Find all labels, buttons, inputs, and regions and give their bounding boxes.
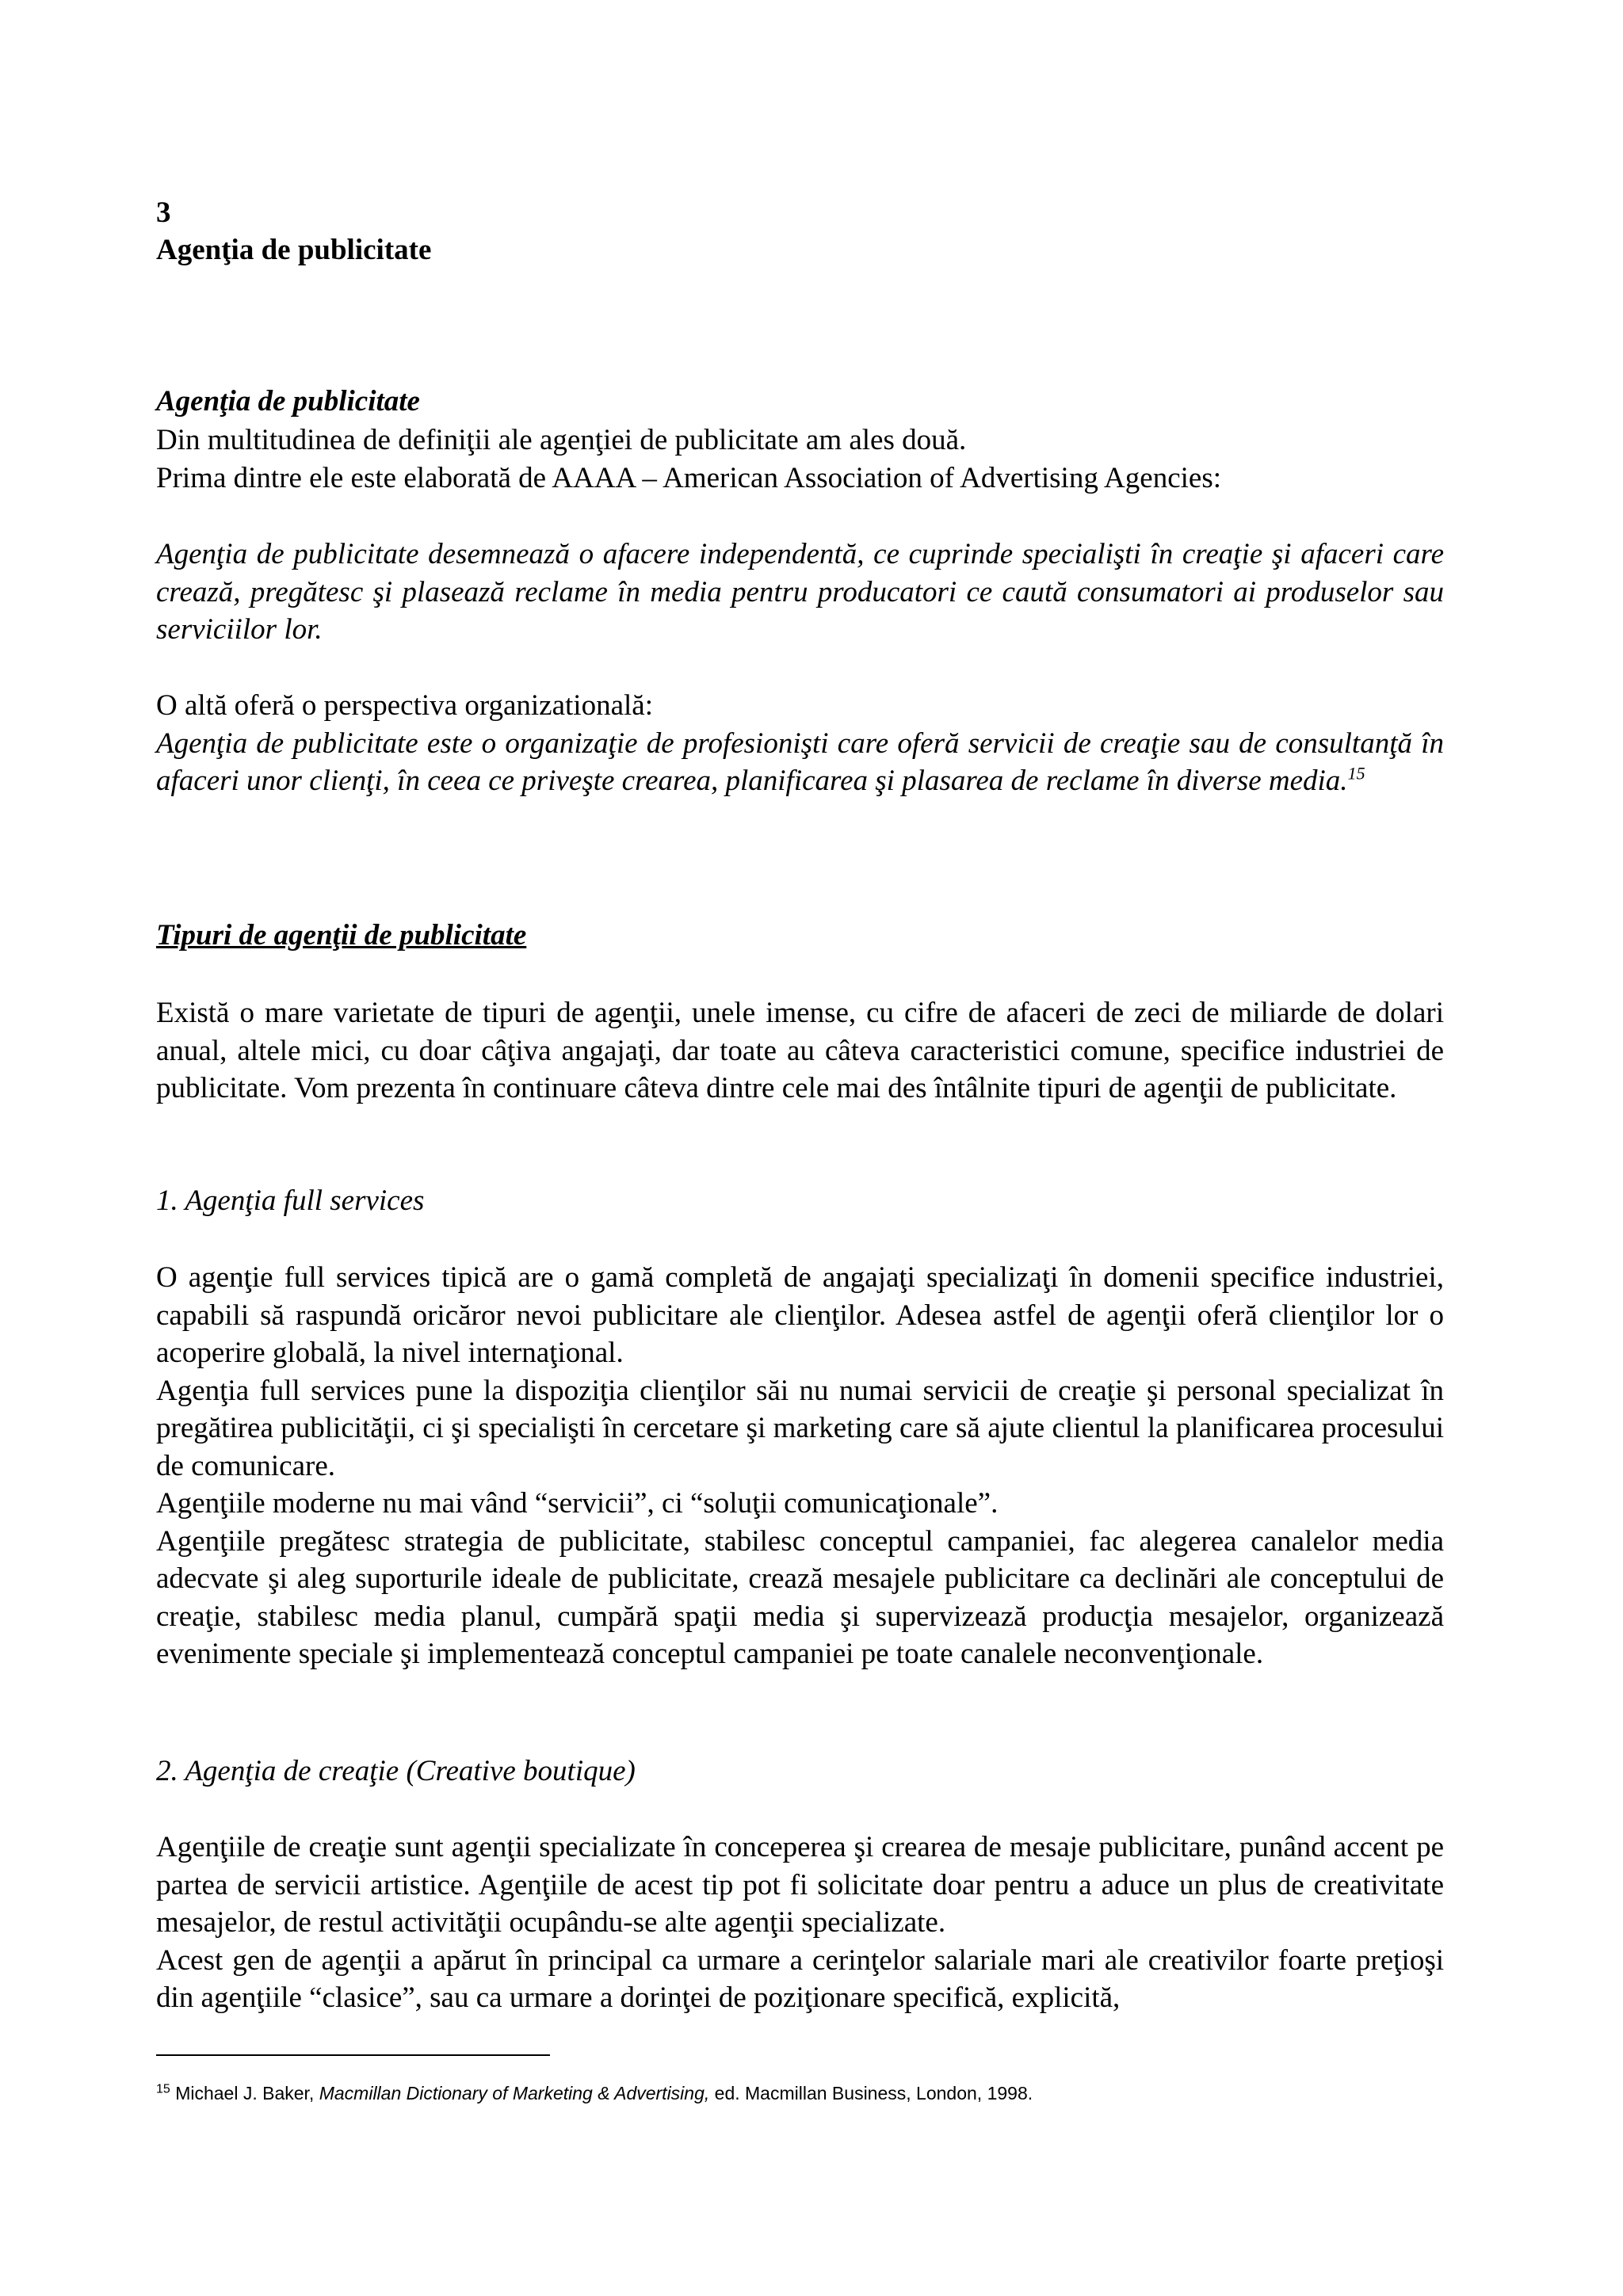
full-services-paragraph-1: O agenţie full services tipică are o gamă completă de angajaţi specializaţi în domenii specifice industriei, capabili să raspundă oricăror nevoi publicitare ale clienţilor. Adesea astfel de agenţii oferă clienţilor lor o acoperire globală, la nivel internaţional. <box>156 1261 1444 1369</box>
footnote-publisher: ed. Macmillan Business, London, 1998. <box>709 2083 1033 2103</box>
subheading-creative-agency: 2. Agenţia de creaţie (Creative boutique) <box>156 1755 636 1787</box>
footnote-number: 15 <box>156 2082 170 2096</box>
second-intro-line: O altă oferă o perspectiva organizatională: <box>156 689 653 722</box>
full-services-paragraph-4: Agenţiile pregătesc strategia de publicitate, stabilesc conceptul campaniei, fac alegerea canalelor media adecvate şi aleg suporturile ideale de publicitate, crează mesajele publicitare ca declinări ale conceptului de creaţie, stabilesc media planul, cumpără spaţii media şi supervizează producţia mesajelor, organizează evenimente speciale şi implementează conceptul campaniei pe toate canalele neconvenţionale. <box>156 1524 1444 1670</box>
footnote-separator <box>156 2054 550 2056</box>
section-heading-agency-types: Tipuri de agenţii de publicitate <box>156 919 527 952</box>
definition-paragraph-2 <box>156 725 1444 800</box>
footnote-author: Michael J. Baker, <box>175 2083 319 2103</box>
footnote <box>156 2081 1444 2105</box>
agency-types-paragraph: Există o mare varietate de tipuri de agenţii, unele imense, cu cifre de afaceri de zeci de miliarde de dolari anual, altele mici, cu doar câţiva angajaţi, dar toate au câteva caracteristici comune, specifice industriei de publicitate. Vom prezenta în continuare câteva dintre cele mai des întâlnite tipuri de agenţii de publicitate. <box>156 997 1444 1104</box>
full-services-block <box>156 1259 1444 1673</box>
definition-2-text: Agenţia de publicitate este o organizaţie de profesionişti care oferă servicii de creaţie sau de consultanţă în afaceri unor clienţi, în ceea ce priveşte crearea, planificarea şi plasarea de reclame în diverse media. <box>156 727 1444 797</box>
chapter-title: Agenţia de publicitate <box>156 234 432 266</box>
chapter-number: 3 <box>156 196 171 229</box>
footnote-book-title: Macmillan Dictionary of Marketing & Advertising, <box>319 2083 710 2103</box>
intro-line-2: Prima dintre ele este elaborată de AAAA – American Association of Advertising Agencies: <box>156 461 1221 494</box>
creative-agency-block <box>156 1829 1444 2017</box>
document-page <box>156 0 1444 2296</box>
section-heading-agency: Agenţia de publicitate <box>156 385 420 418</box>
subheading-full-services: 1. Agenţia full services <box>156 1184 425 1217</box>
creative-agency-paragraph-2: Acest gen de agenţii a apărut în principal ca urmare a cerinţelor salariale mari ale creativilor foarte preţioşi din agenţiile “clasice”, sau ca urmare a dorinţei de poziţionare specifică, explicită, <box>156 1943 1444 2014</box>
definition-paragraph-1: Agenţia de publicitate desemnează o afacere independentă, ce cuprinde specialişti în creaţie şi afaceri care crează, pregătesc şi plasează reclame în media pentru producatori ce caută consumatori ai produselor sau serviciilor lor. <box>156 538 1444 646</box>
intro-paragraph <box>156 421 1444 497</box>
second-definition-block <box>156 687 1444 800</box>
creative-agency-paragraph-1: Agenţiile de creaţie sunt agenţii specializate în conceperea şi crearea de mesaje publicitare, punând accent pe partea de servicii artistice. Agenţiile de acest tip pot fi solicitate doar pentru a aduce un plus de creativitate mesajelor, de restul activităţii ocupându-se alte agenţii specializate. <box>156 1831 1444 1939</box>
full-services-paragraph-2: Agenţia full services pune la dispoziţia clienţilor săi nu numai servicii de creaţie şi personal specializat în pregătirea publicităţii, ci şi specialişti în cercetare şi marketing care să ajute clientul la planificarea procesului de comunicare. <box>156 1374 1444 1482</box>
intro-line-1: Din multitudinea de definiţii ale agenţiei de publicitate am ales două. <box>156 424 967 456</box>
full-services-paragraph-3: Agenţiile moderne nu mai vând “servicii”, ci “soluţii comunicaţionale”. <box>156 1487 999 1520</box>
footnote-reference: 15 <box>1347 763 1365 784</box>
